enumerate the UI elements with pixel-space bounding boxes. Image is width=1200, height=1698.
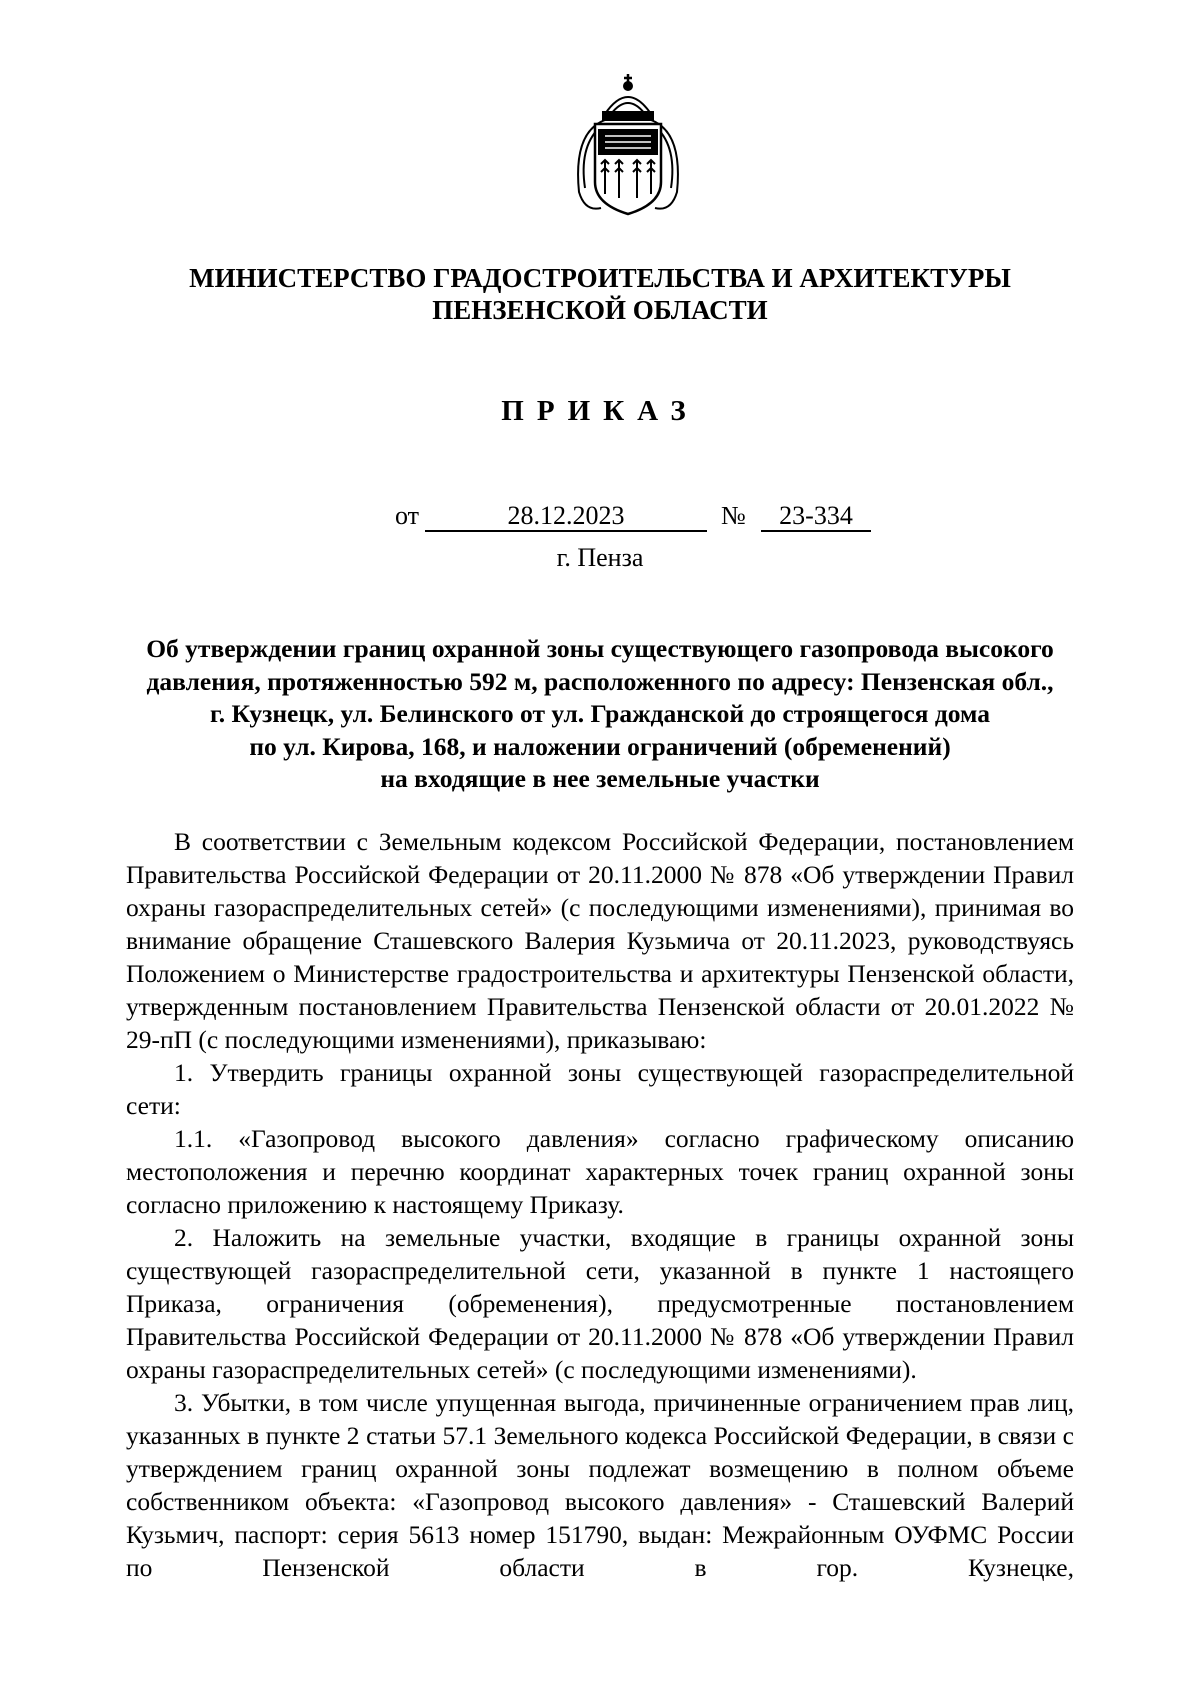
date-from-label: от bbox=[395, 501, 420, 530]
ministry-name-line-2: ПЕНЗЕНСКОЙ ОБЛАСТИ bbox=[432, 295, 768, 325]
title-line: г. Кузнецк, ул. Белинского от ул. Гражданской до строящегося дома bbox=[210, 699, 990, 728]
title-line: давления, протяженностью 592 м, расположенного по адресу: Пензенская обл., bbox=[146, 666, 1054, 696]
title-line: по ул. Кирова, 168, и наложении ограничений (обременений) bbox=[249, 731, 951, 761]
order-body bbox=[126, 825, 1074, 1584]
order-number-field: 23-334 bbox=[761, 500, 871, 532]
title-line: Об утверждении границ охранной зоны существующего газопровода высокого bbox=[146, 634, 1054, 663]
clause-1-1-paragraph: 1.1. «Газопровод высокого давления» согласно графическому описанию местоположения и перечню координат характерных точек границ охранной зоны согласно приложению к настоящему Приказу. bbox=[126, 1124, 1074, 1219]
clause-1-paragraph: 1. Утвердить границы охранной зоны существующей газораспределительной сети: bbox=[126, 1058, 1074, 1120]
clause-2-paragraph: 2. Наложить на земельные участки, входящие в границы охранной зоны существующей газораспределительной сети, указанной в пункте 1 настоящего Приказа, ограничения (обременения), предусмотренные постановлением Правительства Российской Федерации от 20.11.2000 № 878 «Об утверждении Правил охраны газораспределительных сетей» (с последующими изменениями). bbox=[126, 1223, 1074, 1384]
coat-of-arms-emblem bbox=[565, 72, 691, 222]
order-date-field: 28.12.2023 bbox=[425, 500, 707, 532]
order-title bbox=[120, 633, 1080, 796]
title-line: на входящие в нее земельные участки bbox=[380, 764, 820, 793]
ministry-name-line-1: МИНИСТЕРСТВО ГРАДОСТРОИТЕЛЬСТВА И АРХИТЕКТУРЫ bbox=[189, 263, 1011, 293]
ministry-name bbox=[100, 262, 1100, 326]
clause-3-paragraph: 3. Убытки, в том числе упущенная выгода, причиненные ограничением прав лиц, указанных в пункте 2 статьи 57.1 Земельного кодекса Российской Федерации, в связи с утверждением границ охранной зоны подлежат возмещению в полном объеме собственником объекта: «Газопровод высокого давления» - Сташевский Валерий Кузьмич, паспорт: серия 5613 номер 151790, выдан: Межрайонным ОУФМС России по Пензенской области в гор. Кузнецке, bbox=[126, 1388, 1074, 1582]
preamble-paragraph: В соответствии с Земельным кодексом Российской Федерации, постановлением Правительства Российской Федерации от 20.11.2000 № 878 «Об утверждении Правил охраны газораспределительных сетей» (с последующими изменениями), принимая во внимание обращение Сташевского Валерия Кузьмича от 20.11.2023, руководствуясь Положением о Министерстве градостроительства и архитектуры Пензенской области, утвержденным постановлением Правительства Пензенской области от 20.01.2022 № 29-пП (с последующими изменениями), приказываю: bbox=[126, 827, 1074, 1054]
city-line: г. Пенза bbox=[556, 543, 644, 572]
number-sign-label: № bbox=[721, 501, 746, 530]
document-type-heading: ПРИКАЗ bbox=[501, 395, 699, 427]
